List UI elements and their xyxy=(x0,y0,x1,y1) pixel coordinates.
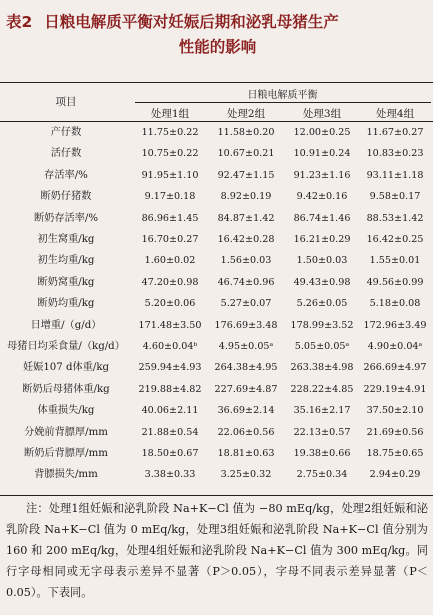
table-number: 表2 xyxy=(6,13,33,31)
table-cell: 1.55±0.01 xyxy=(369,255,421,267)
table-cell: 88.53±1.42 xyxy=(366,212,424,224)
table-row xyxy=(0,317,433,335)
table-cell: 9.58±0.17 xyxy=(369,191,421,203)
table-row xyxy=(0,145,433,163)
table-cell: 12.00±0.25 xyxy=(293,127,351,138)
table-cell: 86.74±1.46 xyxy=(293,212,351,224)
table-cell: 10.75±0.22 xyxy=(141,148,199,160)
table-cell: 11.75±0.22 xyxy=(141,127,199,138)
column-header-3: 处理3组 xyxy=(302,108,342,120)
row-label: 产仔数 xyxy=(50,127,82,138)
group-header: 日粮电解质平衡 xyxy=(247,90,318,101)
row-label: 初生窝重/kg xyxy=(37,234,95,245)
table-cell: 264.38±4.95 xyxy=(214,362,278,374)
table-cell: 19.38±0.66 xyxy=(293,448,351,459)
row-label: 断奶后背膘厚/mm xyxy=(24,448,108,459)
row-label: 断奶窝重/kg xyxy=(37,276,95,288)
table-cell: 229.19±4.91 xyxy=(363,383,427,395)
table-cell: 228.22±4.85 xyxy=(290,383,354,395)
table-row xyxy=(0,445,433,463)
table-row xyxy=(0,338,433,356)
table-cell: 266.69±4.97 xyxy=(363,362,427,374)
table-row xyxy=(0,424,433,442)
table-row xyxy=(0,381,433,399)
table-cell: 172.96±3.49 xyxy=(363,319,427,331)
table-cell: 4.90±0.04ᵃ xyxy=(367,341,423,352)
table-row xyxy=(0,210,433,228)
table-cell: 49.43±0.98 xyxy=(293,276,351,288)
table-cell: 2.94±0.29 xyxy=(369,469,421,481)
table-cell: 22.13±0.57 xyxy=(293,426,351,438)
item-header: 项目 xyxy=(55,96,77,108)
table-cell: 36.69±2.14 xyxy=(217,405,275,417)
table-cell: 5.18±0.08 xyxy=(369,298,421,310)
table-cell: 91.95±1.10 xyxy=(141,169,199,181)
table-cell: 3.38±0.33 xyxy=(144,469,196,481)
table-cell: 219.88±4.82 xyxy=(138,383,202,395)
table-row xyxy=(0,295,433,313)
table-row xyxy=(0,466,433,484)
table-cell: 92.47±1.15 xyxy=(217,169,275,181)
table-cell: 3.25±0.32 xyxy=(220,469,272,481)
table-row xyxy=(0,124,433,142)
table-title xyxy=(6,10,429,60)
table-note: 注：处理1组妊娠和泌乳阶段 Na+K−Cl 值为 −80 mEq/kg，处理2组妊娠和泌乳阶段 Na+K−Cl 值为 0 mEq/kg，处理3组妊娠和泌乳阶段 Na+K−Cl 值分别为 160 和 200 mEq/kg，处理4组妊娠和泌乳阶段 Na+K−Cl 值为 300 mEq/kg。同行字母相同或无字母表示差异不显著（P＞0.05），字母不同表示差异显著（P＜0.05）。下表同。 xyxy=(6,502,428,599)
table-cell: 16.42±0.28 xyxy=(217,234,275,245)
table-cell: 5.20±0.06 xyxy=(144,298,196,310)
table-cell: 84.87±1.42 xyxy=(217,212,275,224)
table-cell: 91.23±1.16 xyxy=(293,169,351,181)
row-label: 分娩前背膘厚/mm xyxy=(24,426,108,438)
table-cell: 18.81±0.63 xyxy=(217,448,275,459)
table-cell: 2.75±0.34 xyxy=(296,469,348,481)
table-cell: 35.16±2.17 xyxy=(293,405,351,417)
row-label: 断奶均重/kg xyxy=(37,298,95,310)
table-cell: 46.74±0.96 xyxy=(217,276,275,288)
table-cell: 10.67±0.21 xyxy=(217,148,275,160)
table-cell: 1.56±0.03 xyxy=(220,255,272,267)
row-label: 活仔数 xyxy=(50,148,82,160)
title-line-2: 性能的影响 xyxy=(178,38,257,56)
table-cell: 5.05±0.05ᵃ xyxy=(294,341,350,352)
table-cell: 1.60±0.02 xyxy=(144,255,196,267)
table-cell: 1.50±0.03 xyxy=(296,255,348,267)
header-bottom-rule xyxy=(0,121,433,122)
table-row xyxy=(0,167,433,185)
table-cell: 8.92±0.19 xyxy=(220,191,272,203)
row-label: 断奶后母猪体重/kg xyxy=(22,383,110,395)
table-cell: 11.58±0.20 xyxy=(217,127,275,138)
table-cell: 16.70±0.27 xyxy=(141,234,199,245)
table-cell: 18.50±0.67 xyxy=(141,448,199,459)
row-label: 母猪日均采食量/（kg/d） xyxy=(7,341,125,352)
table-cell: 259.94±4.93 xyxy=(138,362,202,374)
table-cell: 22.06±0.56 xyxy=(217,426,275,438)
table-cell: 93.11±1.18 xyxy=(366,169,424,181)
table-cell: 171.48±3.50 xyxy=(138,319,202,331)
table-cell: 4.95±0.05ᵃ xyxy=(218,341,274,352)
table-cell: 21.88±0.54 xyxy=(141,426,199,438)
table-bottom-rule xyxy=(0,495,433,496)
table-cell: 18.75±0.65 xyxy=(366,448,424,459)
table-cell: 227.69±4.87 xyxy=(214,383,278,395)
table-row xyxy=(0,274,433,292)
row-label: 断奶仔猪数 xyxy=(40,191,92,203)
row-label: 妊娠107 d体重/kg xyxy=(22,362,110,374)
table-row xyxy=(0,252,433,270)
table-cell: 4.60±0.04ᵇ xyxy=(142,341,198,352)
table-cell: 16.42±0.25 xyxy=(366,234,424,245)
column-header-4: 处理4组 xyxy=(375,108,415,120)
row-label: 存活率/% xyxy=(44,169,88,181)
table-cell: 9.42±0.16 xyxy=(296,191,348,203)
table-row xyxy=(0,402,433,420)
table-cell: 47.20±0.98 xyxy=(141,276,199,288)
row-label: 日增重/（g/d） xyxy=(30,319,102,331)
row-label: 背膘损失/mm xyxy=(34,469,98,481)
table-cell: 40.06±2.11 xyxy=(141,405,199,417)
table-cell: 10.91±0.24 xyxy=(293,148,351,160)
table-row xyxy=(0,359,433,377)
table-row xyxy=(0,188,433,206)
table-cell: 21.69±0.56 xyxy=(366,426,424,438)
table-cell: 16.21±0.29 xyxy=(293,234,351,245)
table-cell: 37.50±2.10 xyxy=(366,405,424,417)
row-label: 初生均重/kg xyxy=(37,255,95,267)
table-top-rule xyxy=(0,82,433,83)
column-header-2: 处理2组 xyxy=(226,108,266,120)
column-header-1: 处理1组 xyxy=(150,108,190,120)
table-cell: 5.27±0.07 xyxy=(220,298,272,310)
table-cell: 10.83±0.23 xyxy=(366,148,424,160)
table-cell: 49.56±0.99 xyxy=(366,276,424,288)
table-cell: 9.17±0.18 xyxy=(144,191,196,203)
table-cell: 11.67±0.27 xyxy=(366,127,424,138)
table-cell: 263.38±4.98 xyxy=(290,362,354,374)
table-cell: 176.69±3.48 xyxy=(214,319,278,331)
table-cell: 86.96±1.45 xyxy=(141,212,199,224)
table-cell: 5.26±0.05 xyxy=(296,298,348,310)
group-header-rule xyxy=(135,102,431,103)
title-line-1: 日粮电解质平衡对妊娠后期和泌乳母猪生产 xyxy=(44,13,339,31)
row-label: 断奶存活率/% xyxy=(33,212,99,224)
table-row xyxy=(0,231,433,249)
row-label: 体重损失/kg xyxy=(37,405,95,417)
table-cell: 178.99±3.52 xyxy=(290,319,354,331)
